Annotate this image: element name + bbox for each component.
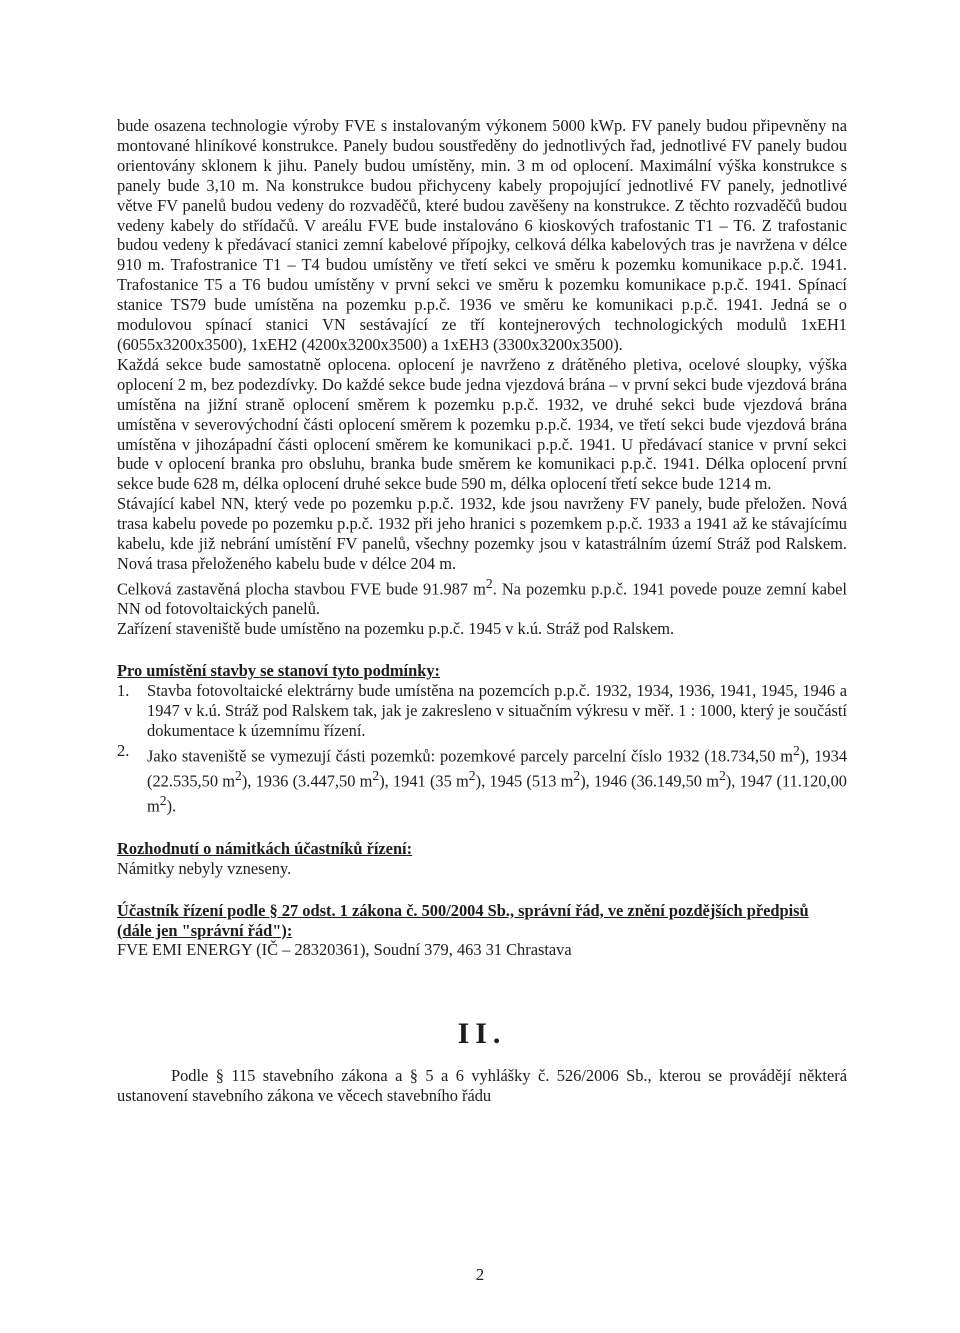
condition-text-part: ), 1934 (22.535,50 m <box>147 746 848 791</box>
section-numeral: II. <box>457 1017 507 1051</box>
superscript: 2 <box>718 768 726 784</box>
conditions-heading: Pro umístění stavby se stanoví tyto podmínky: <box>117 661 440 681</box>
area-superscript: 2 <box>485 575 493 591</box>
superscript: 2 <box>234 768 242 784</box>
superscript: 2 <box>573 768 581 784</box>
superscript: 2 <box>372 768 380 784</box>
superscript: 2 <box>159 793 167 809</box>
condition-item-1 <box>117 681 847 741</box>
paragraph-technology: bude osazena technologie výroby FVE s instalovaným výkonem 5000 kWp. FV panely budou připevněny na montované hliníkové konstrukce. Panely budou soustředěny do jednotlivých řad, jednotlivé FV panely budou orientovány sklonem k jihu. Panely budou umístěny, min. 3 m od oplocení. Maximální výška konstrukce s panely bude 3,10 m. Na konstrukce budou přichyceny kabely propojující jednotlivé FV panely, jednotlivé větve FV panelů budou vedeny do rozvaděčů, které budou zavěšeny na konstrukce. Z těchto rozvaděčů budou vedeny kabely do střídačů. V areálu FVE bude instalováno 6 kioskových trafostanic T1 – T6. Z trafostanic budou vedeny k předávací stanici zemní kabelové přípojky, celková délka kabelových tras je navržena v délce 910 m. Trafostranice T1 – T4 budou umístěny ve třetí sekci ve směru k pozemku komunikace p.p.č. 1941. Trafostanice T5 a T6 budou umístěny v první sekci ve směru k pozemku komunikace p.p.č. 1941. Spínací stanice TS79 bude umístěna na pozemku p.p.č. 1936 ve směru ke komunikaci p.p.č. 1941. Jedná se o modulovou spínací stanici VN sestávající ze tří kontejnerových technologických modulů 1xEH1 (6055x3200x3500), 1xEH2 (4200x3200x3500) a 1xEH3 (3300x3200x3500). <box>117 116 847 354</box>
paragraph-built-area <box>117 574 847 619</box>
paragraph-site-equipment: Zařízení staveniště bude umístěno na pozemku p.p.č. 1945 v k.ú. Stráž pod Ralskem. <box>117 619 675 639</box>
condition-text-part: Jako staveniště se vymezují části pozemků: pozemkové parcely parcelní číslo 1932 (18.734,50 m <box>147 746 794 766</box>
condition-text-part: ). <box>166 796 177 816</box>
condition-text-part: ), 1941 (35 m <box>379 771 469 791</box>
objections-text: Námitky nebyly vzneseny. <box>117 858 292 878</box>
area-text-before: Celková zastavěná plocha stavbou FVE bude 91.987 m <box>117 579 486 599</box>
condition-text-part: ), 1946 (36.149,50 m <box>580 771 719 791</box>
condition-text-part: ), 1947 (11.120,00 m <box>147 771 847 816</box>
paragraph-fencing: Každá sekce bude samostatně oplocena. oplocení je navrženo z drátěného pletiva, ocelové sloupky, výška oplocení 2 m, bez podezdívky. Do každé sekce bude jedna vjezdová brána – v první sekci bude vjezdová brána umístěna na jižní straně oplocení směrem k pozemku p.p.č. 1932, ve druhé sekci bude vjezdová brána umístěna v severovýchodní části oplocení směrem k pozemku p.p.č. 1934, ve třetí sekci bude vjezdová brána umístěna v jihozápadní části oplocení směrem ke komunikaci p.p.č. 1941. U předávací stanice v první sekci bude v oplocení branka pro obsluhu, branka bude směrem ke komunikaci p.p.č. 1941. Délka oplocení první sekce bude 628 m, délka oplocení druhé sekce bude 590 m, délka oplocení třetí sekce bude 1214 m. <box>117 354 847 494</box>
paragraph-cable: Stávající kabel NN, který vede po pozemku p.p.č. 1932, kde jsou navrženy FV panely, bude přeložen. Nová trasa kabelu povede po pozemku p.p.č. 1932 při jeho hranici s pozemkem p.p.č. 1933 a 1941 až ke stávajícímu kabelu, kde již nebrání umístění FV panelů, všechny pozemky jsou v katastrálním území Stráž pod Ralskem. Nová trasa přeloženého kabelu bude v délce 204 m. <box>117 494 847 573</box>
condition-number: 1. <box>117 680 130 700</box>
superscript: 2 <box>793 742 800 758</box>
condition-number: 2. <box>117 740 130 760</box>
condition-text-part: ), 1936 (3.447,50 m <box>241 771 373 791</box>
condition-item-2 <box>117 741 847 817</box>
section-two-text: Podle § 115 stavebního zákona a § 5 a 6 vyhlášky č. 526/2006 Sb., kterou se provádějí některá ustanovení stavebního zákona ve věcech stavebního řádu <box>117 1066 847 1106</box>
condition-text: Stavba fotovoltaické elektrárny bude umístěna na pozemcích p.p.č. 1932, 1934, 1936, 1941, 1945, 1946 a 1947 v k.ú. Stráž pod Ralskem tak, jak je zakresleno v situačním výkresu v měř. 1 : 1000, který je součástí dokumentace k územnímu řízení. <box>147 680 847 740</box>
conditions-list <box>117 681 847 817</box>
condition-text-part: ), 1945 (513 m <box>475 771 574 791</box>
superscript: 2 <box>468 768 476 784</box>
area-text-after: . Na pozemku p.p.č. 1941 povede pouze zemní kabel NN od fotovoltaických panelů. <box>117 579 847 619</box>
participant-text: FVE EMI ENERGY (IČ – 28320361), Soudní 379, 463 31 Chrastava <box>117 940 572 960</box>
objections-heading: Rozhodnutí o námitkách účastníků řízení: <box>117 838 413 858</box>
document-page <box>117 116 847 1106</box>
participant-heading: Účastník řízení podle § 27 odst. 1 zákona č. 500/2004 Sb., správní řád, ve znění pozdějších předpisů (dále jen "správní řád"): <box>117 900 809 940</box>
page-number: 2 <box>475 1265 485 1284</box>
